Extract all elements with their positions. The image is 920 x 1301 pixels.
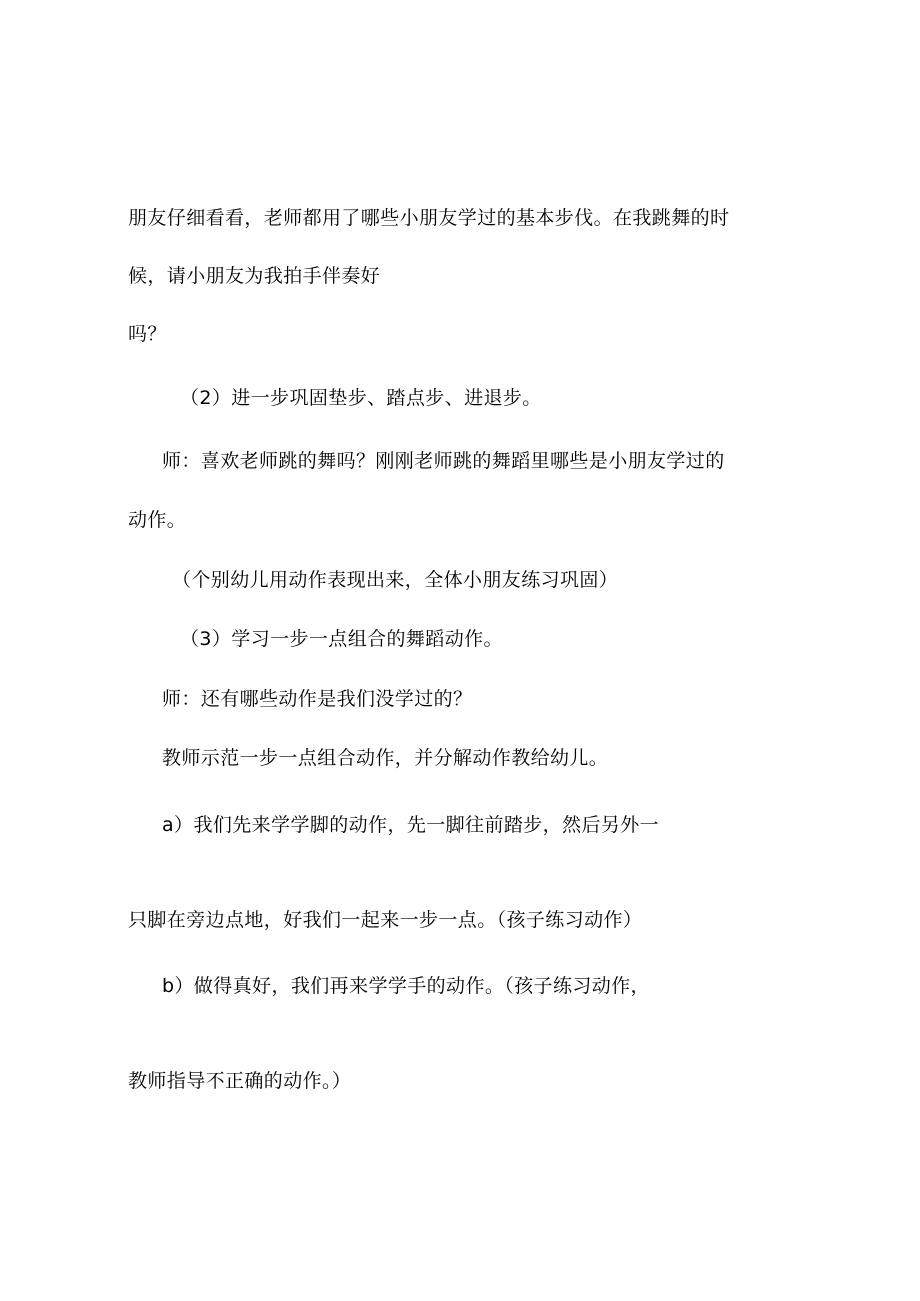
text-line-4: （2）进一步巩固垫步、踏点步、进退步。 [180, 387, 542, 409]
text-line-5: 师：喜欢老师跳的舞吗？刚刚老师跳的舞蹈里哪些是小朋友学过的 [162, 450, 725, 472]
text-line-7: （个别幼儿用动作表现出来，全体小朋友练习巩固） [172, 569, 619, 591]
text-line-9: 师：还有哪些动作是我们没学过的？ [162, 688, 473, 710]
text-line-11: a）我们先来学学脚的动作，先一脚往前踏步，然后另外一 [162, 814, 660, 836]
text-line-10: 教师示范一步一点组合动作，并分解动作教给幼儿。 [162, 747, 609, 769]
text-line-14: 教师指导不正确的动作。） [128, 1070, 352, 1092]
text-line-6: 动作。 [128, 509, 187, 531]
text-line-12: 只脚在旁边点地，好我们一起来一步一点。（孩子练习动作） [128, 909, 643, 931]
text-line-13: b）做得真好，我们再来学学手的动作。（孩子练习动作， [162, 975, 650, 997]
text-line-3: 吗？ [128, 323, 167, 345]
text-line-8: （3）学习一步一点组合的舞蹈动作。 [180, 628, 503, 650]
text-line-1: 朋友仔细看看，老师都用了哪些小朋友学过的基本步伐。在我跳舞的时 [128, 207, 730, 229]
text-line-2: 候，请小朋友为我拍手伴奏好 [128, 265, 381, 287]
